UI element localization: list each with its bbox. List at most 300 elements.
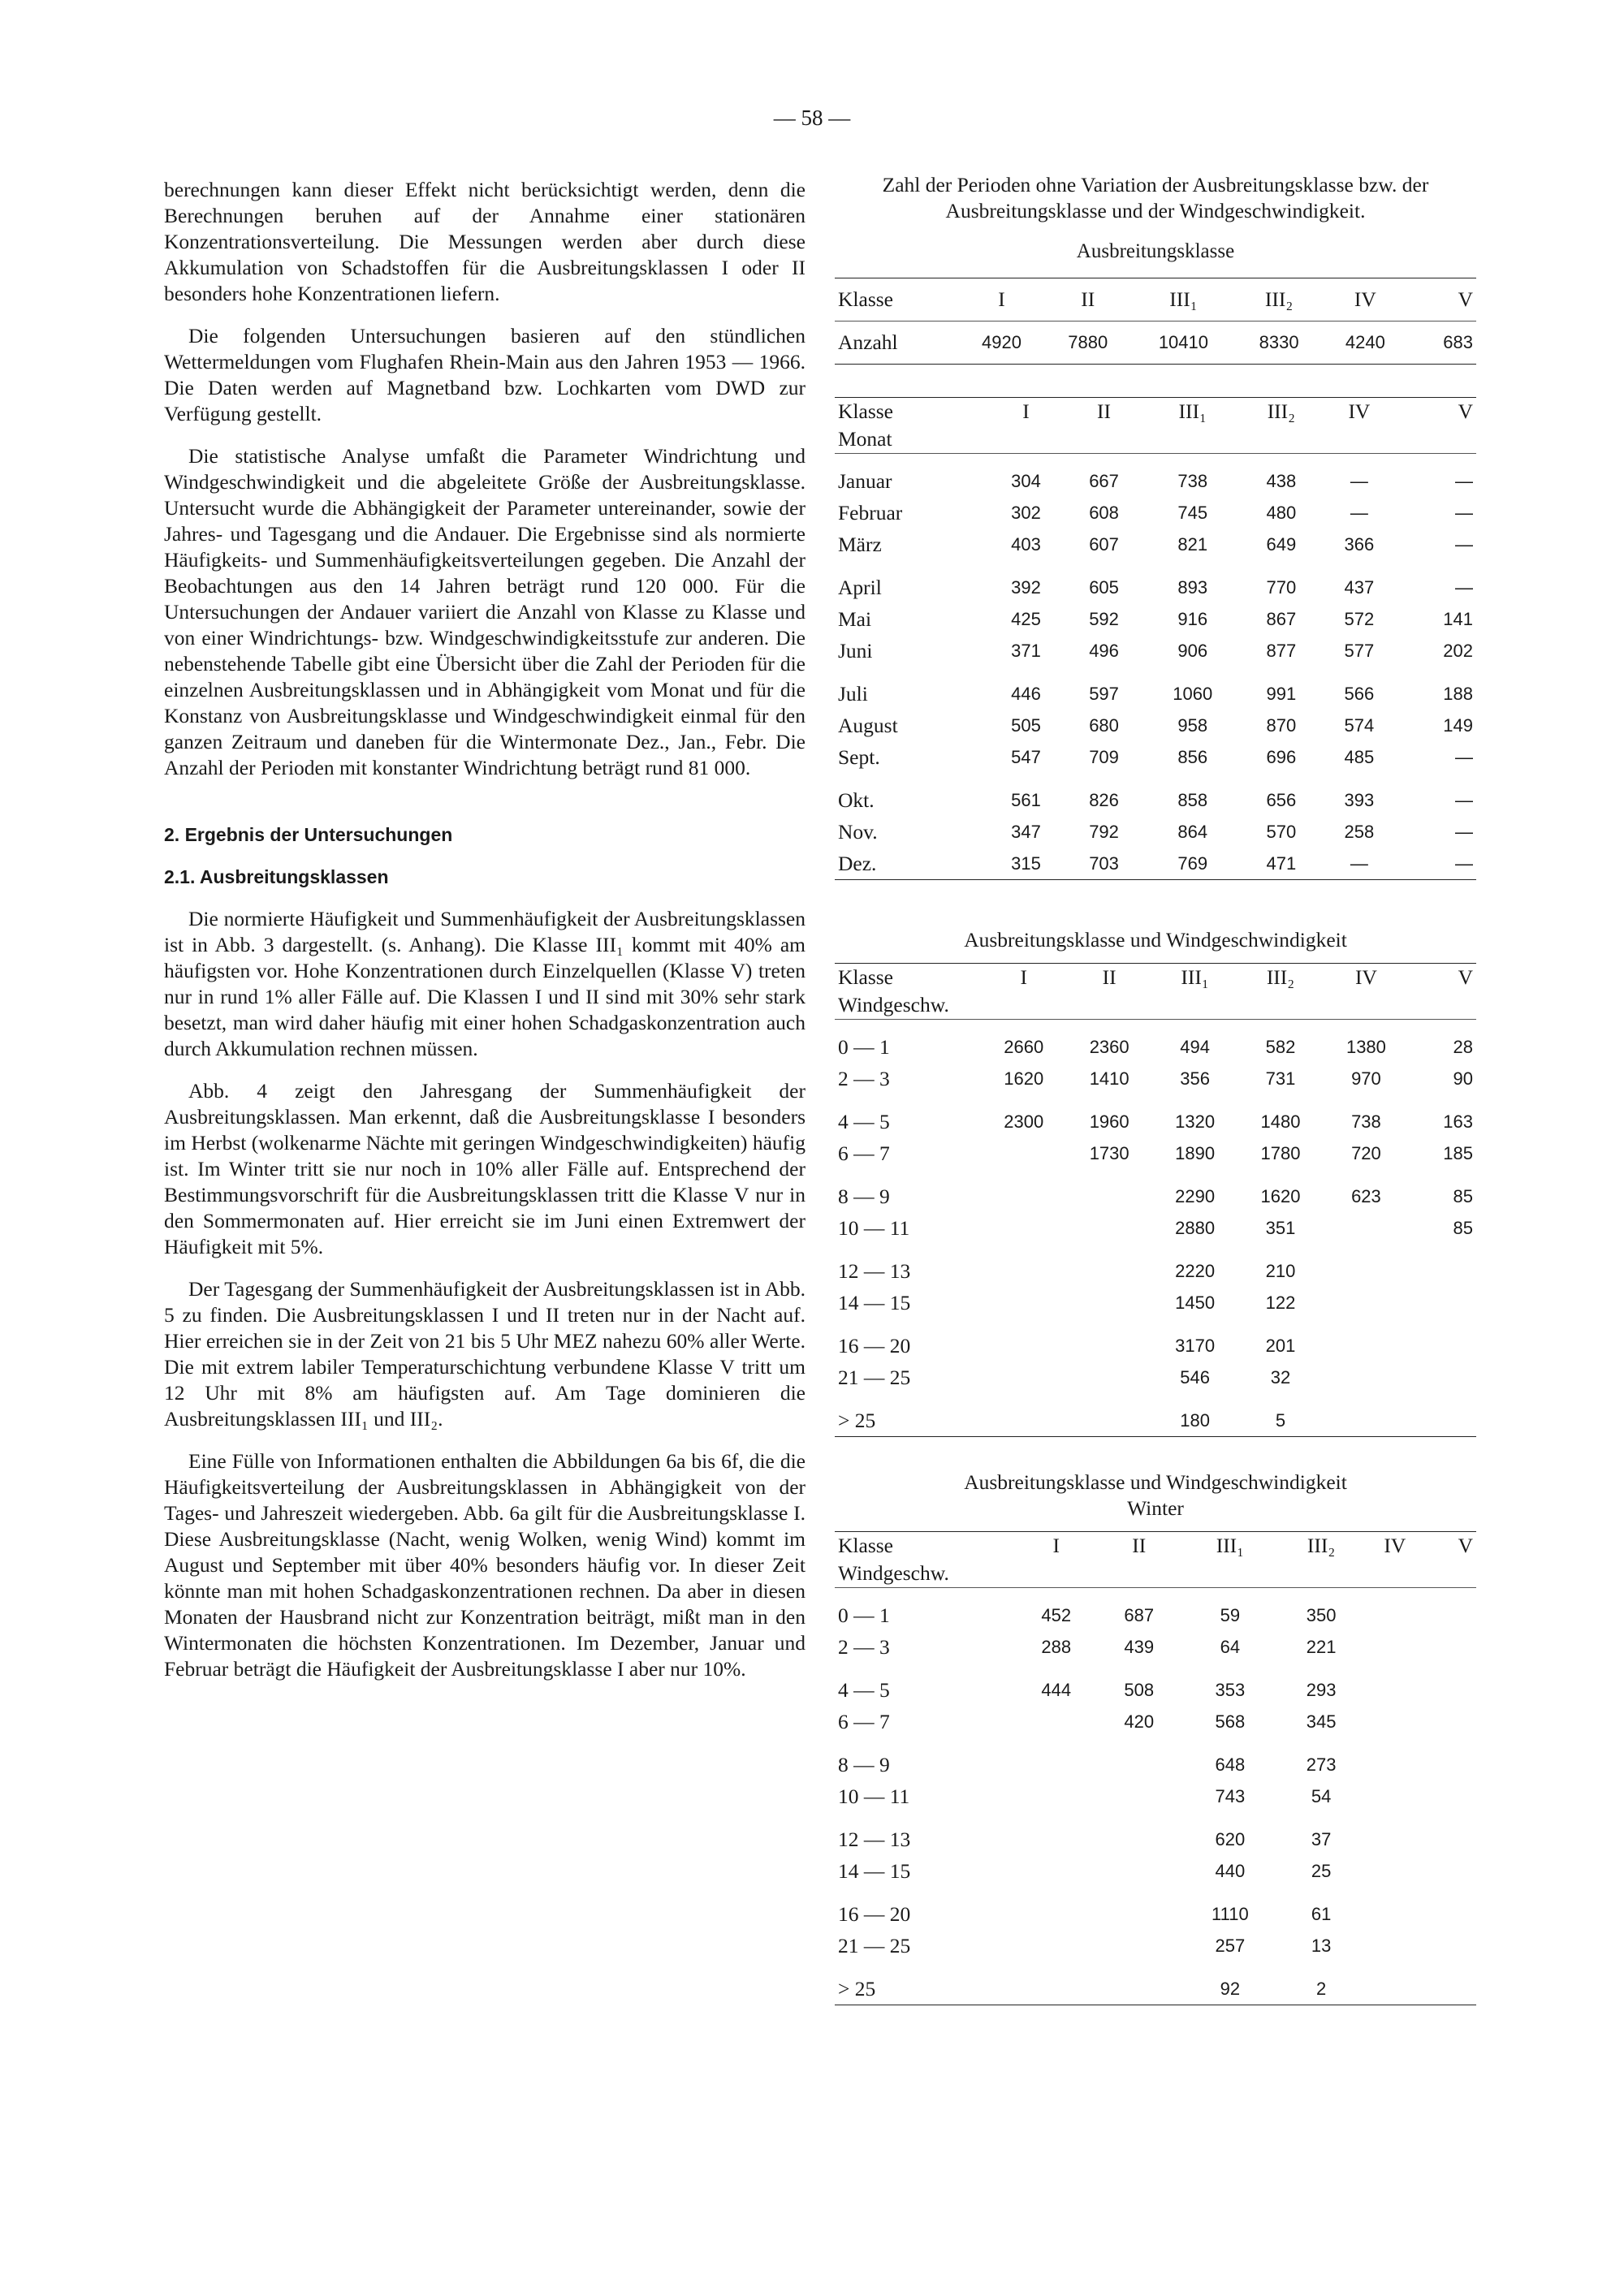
- cell: 1060: [1173, 683, 1213, 704]
- cell: [1363, 1663, 1427, 1706]
- cell: 8330: [1259, 332, 1299, 352]
- cell: 210: [1265, 1260, 1296, 1281]
- heading-classes: 2.1. Ausbreitungsklassen: [164, 866, 389, 887]
- table-row: [835, 816, 1476, 848]
- table-row: [835, 1663, 1476, 1706]
- cell: [1363, 1855, 1427, 1887]
- cell: 2880: [1175, 1217, 1216, 1238]
- cell: 683: [1443, 332, 1473, 352]
- cell: 864: [1177, 821, 1208, 842]
- header-class: I: [1020, 965, 1027, 989]
- row-label: 6 — 7: [838, 1141, 890, 1165]
- row-label: 0 — 1: [838, 1034, 890, 1059]
- cell: 4240: [1345, 332, 1385, 352]
- row-label: > 25: [838, 1976, 876, 2000]
- cell: 163: [1443, 1111, 1473, 1132]
- paragraph-4: Die normierte Häufigkeit und Summenhäufigkeit der Ausbreitungsklassen ist in Abb. 3 dargestellt. (s. Anhang). Die Klasse III₁ kommt mit 40% am häufigsten vor. Hohe Konzentrationen durch Einzelquellen (Klasse V) treten nur in rund 1% aller Fälle auf. Die Klassen I und II sind mit 30% sehr stark besetzt, man wird daher häufig mit einer hohen Schadgaskonzentration auch durch Akkumulation rechnen müssen.: [164, 907, 806, 1060]
- cell: 54: [1311, 1785, 1332, 1806]
- cell: 5: [1275, 1409, 1286, 1431]
- row-label: 21 — 25: [838, 1365, 911, 1389]
- cell: 505: [1011, 714, 1041, 736]
- cell: 605: [1089, 576, 1119, 598]
- cell: [981, 1212, 1066, 1244]
- cell: [1363, 1887, 1427, 1930]
- cell: 906: [1177, 640, 1208, 661]
- cell: 304: [1011, 470, 1041, 491]
- cell: 85: [1453, 1185, 1473, 1206]
- cell: 667: [1089, 470, 1119, 491]
- cell: 1110: [1212, 1903, 1249, 1924]
- table-row: [835, 1287, 1476, 1318]
- header-label: Klasse: [838, 1534, 893, 1557]
- cell: 608: [1089, 502, 1119, 523]
- table-wind-speed-winter: [835, 1531, 1476, 2005]
- row-label: August: [838, 713, 898, 737]
- cell: 25: [1311, 1860, 1332, 1881]
- cell: [1015, 1780, 1098, 1812]
- cell: [1066, 1362, 1151, 1393]
- cell: 122: [1265, 1292, 1296, 1313]
- table-row: [835, 1780, 1476, 1812]
- cell: [981, 1137, 1066, 1169]
- cell: [1409, 1393, 1476, 1437]
- cell: 202: [1443, 640, 1473, 661]
- cell: 561: [1011, 789, 1041, 810]
- table-row: [835, 1212, 1476, 1244]
- cell: —: [1350, 852, 1368, 874]
- row-label: Juni: [838, 638, 873, 662]
- cell: 592: [1089, 608, 1119, 629]
- table-row: [835, 1631, 1476, 1663]
- cell: 792: [1089, 821, 1119, 842]
- cell: 623: [1351, 1185, 1381, 1206]
- header-class: III₁: [1178, 399, 1207, 423]
- row-label: 21 — 25: [838, 1933, 911, 1957]
- cell: 703: [1089, 852, 1119, 874]
- row-label: 4 — 5: [838, 1677, 890, 1702]
- table-row: [835, 1706, 1476, 1737]
- cell: [1427, 1780, 1476, 1812]
- cell: [1066, 1287, 1151, 1318]
- row-label: Dez.: [838, 851, 877, 875]
- cell: 92: [1220, 1978, 1241, 1999]
- cell: 347: [1011, 821, 1041, 842]
- cell: 916: [1177, 608, 1208, 629]
- header-label-2: Windgeschw.: [838, 1561, 949, 1585]
- cell: 288: [1041, 1636, 1072, 1657]
- cell: [1015, 1962, 1098, 2005]
- row-label: 12 — 13: [838, 1827, 911, 1851]
- row-label: 12 — 13: [838, 1258, 911, 1283]
- header-class: IV: [1384, 1534, 1406, 1557]
- paragraph-7: Eine Fülle von Informationen enthalten die Abbildungen 6a bis 6f, die die Häufigkeitsverteilung der Ausbreitungsklassen in Abhängigkeit von der Tages- und Jahreszeit wiedergeben. Abb. 6a gilt für die Ausbreitungsklasse I. Diese Ausbreitungsklasse (Nacht, wenig Wolken, wenig Wind) kommt im August und September mit über 40% besonders häufig vor. In dieser Zeit könnte man mit hohen Schadgaskonzentrationen rechnen. Da aber in diesen Monaten der Hausbrand nicht zur Konzentration beiträgt, mißt man in den Wintermonaten die höchsten Konzentrationen. Im Dezember, Januar und Februar beträgt die Häufigkeit der Ausbreitungsklasse I aber nur 10%.: [164, 1449, 806, 1681]
- cell: [981, 1287, 1066, 1318]
- table-row: [835, 322, 1476, 365]
- cell: [1363, 1737, 1427, 1780]
- cell: 496: [1089, 640, 1119, 661]
- header-class: II: [1097, 399, 1112, 423]
- row-label: Januar: [838, 468, 892, 493]
- cell: 858: [1177, 789, 1208, 810]
- cell: —: [1455, 470, 1473, 491]
- cell: [1363, 1706, 1427, 1737]
- cell: 302: [1011, 502, 1041, 523]
- cell: [1363, 1930, 1427, 1962]
- cell: 393: [1344, 789, 1375, 810]
- cell: 439: [1124, 1636, 1155, 1657]
- header-class: V: [1458, 965, 1473, 989]
- cell: [981, 1318, 1066, 1362]
- header-label: Klasse: [838, 287, 893, 311]
- row-label: 10 — 11: [838, 1784, 910, 1808]
- left-column: [164, 177, 806, 1698]
- cell: 221: [1306, 1636, 1337, 1657]
- table-row: [835, 1137, 1476, 1169]
- cell: 485: [1344, 746, 1375, 767]
- cell: 85: [1453, 1217, 1473, 1238]
- table-row: [835, 1930, 1476, 1962]
- paragraph-1: berechnungen kann dieser Effekt nicht berücksichtigt werden, denn die Berechnungen beruhen auf der Annahme einer stationären Konzentrationsverteilung. Die Messungen werden aber durch diese Akkumulation von Schadstoffen für die Ausbreitungsklassen I oder II besonders hohe Konzentrationen liefern.: [164, 178, 806, 305]
- cell: 597: [1089, 683, 1119, 704]
- cell: —: [1350, 502, 1368, 523]
- row-label: Juli: [838, 681, 868, 706]
- table-header-row-2: [835, 991, 1476, 1020]
- row-label: Anzahl: [838, 330, 898, 354]
- cell: [1015, 1706, 1098, 1737]
- cell: 438: [1266, 470, 1297, 491]
- row-label: 16 — 20: [838, 1333, 911, 1357]
- cell: [1363, 1631, 1427, 1663]
- row-label: 2 — 3: [838, 1634, 890, 1659]
- cell: 620: [1215, 1828, 1246, 1849]
- cell: 3170: [1175, 1335, 1216, 1356]
- cell: —: [1350, 470, 1368, 491]
- row-label: 2 — 3: [838, 1066, 890, 1090]
- table-header-row: [835, 278, 1476, 322]
- cell: 1620: [1004, 1068, 1044, 1089]
- table-row: [835, 1020, 1476, 1064]
- table-header-row-2: [835, 425, 1476, 454]
- cell: —: [1455, 852, 1473, 874]
- cell: [1098, 1930, 1181, 1962]
- header-class: III₁: [1169, 287, 1198, 311]
- cell: 856: [1177, 746, 1208, 767]
- cell: [1324, 1287, 1409, 1318]
- table-header-row: [835, 964, 1476, 992]
- table-header-row: [835, 1532, 1476, 1560]
- cell: 821: [1177, 533, 1208, 555]
- paragraph-5: Abb. 4 zeigt den Jahresgang der Summenhäufigkeit der Ausbreitungsklassen. Man erkennt, daß die Ausbreitungsklasse I besonders im Herbst (wolkenarme Nächte mit geringen Windgeschwindigkeiten) häufig ist. Im Winter tritt sie nur noch in 10% aller Fälle auf. Entsprechend der Bestimmungsvorschrift für die Ausbreitungsklassen tritt die Klasse V nur in den Sommermonaten auf. Hier erreicht sie im Juni einen Extremwert der Häufigkeit mit 5%.: [164, 1079, 806, 1258]
- cell: 425: [1011, 608, 1041, 629]
- table-row: [835, 1812, 1476, 1855]
- cell: —: [1455, 533, 1473, 555]
- cell: 745: [1177, 502, 1208, 523]
- cell: [1066, 1212, 1151, 1244]
- cell: [1363, 1588, 1427, 1632]
- cell: 1960: [1089, 1111, 1129, 1132]
- cell: 648: [1215, 1754, 1246, 1775]
- cell: 32: [1270, 1366, 1291, 1388]
- cell: —: [1455, 746, 1473, 767]
- header-class: III₂: [1267, 399, 1296, 423]
- table-row: [835, 1063, 1476, 1094]
- row-label: April: [838, 575, 882, 599]
- table-monthly: [835, 397, 1476, 880]
- table-row: [835, 635, 1476, 667]
- cell: 13: [1311, 1935, 1332, 1956]
- cell: [1427, 1706, 1476, 1737]
- row-label: 16 — 20: [838, 1901, 911, 1926]
- table-row: [835, 667, 1476, 710]
- table-caption-main: Zahl der Perioden ohne Variation der Ausbreitungsklasse bzw. der Ausbreitungsklasse und der Windgeschwindigkeit.: [882, 173, 1429, 222]
- right-column: [835, 172, 1476, 2005]
- cell: 446: [1011, 683, 1041, 704]
- cell: 10410: [1158, 332, 1208, 352]
- cell: [981, 1169, 1066, 1212]
- cell: 870: [1266, 714, 1297, 736]
- table-row: [835, 848, 1476, 880]
- cell: 958: [1177, 714, 1208, 736]
- header-class: V: [1458, 1534, 1473, 1557]
- cell: [1427, 1812, 1476, 1855]
- row-label: Sept.: [838, 744, 880, 769]
- header-class: III₁: [1181, 965, 1209, 989]
- cell: 738: [1351, 1111, 1381, 1132]
- cell: 570: [1266, 821, 1297, 842]
- cell: 577: [1344, 640, 1375, 661]
- table1-caption: Ausbreitungsklasse: [1076, 240, 1235, 262]
- cell: [1098, 1962, 1181, 2005]
- cell: [1015, 1812, 1098, 1855]
- cell: [1409, 1244, 1476, 1287]
- cell: 353: [1215, 1679, 1246, 1700]
- cell: [1427, 1631, 1476, 1663]
- cell: 656: [1266, 789, 1297, 810]
- cell: 649: [1266, 533, 1297, 555]
- cell: 877: [1266, 640, 1297, 661]
- table-row: [835, 1169, 1476, 1212]
- cell: [1098, 1887, 1181, 1930]
- cell: 4920: [981, 332, 1021, 352]
- paragraph-2: Die folgenden Untersuchungen basieren auf den stündlichen Wettermeldungen vom Flughafen Rhein-Main aus den Jahren 1953 — 1966. Die Daten werden auf Magnetband bzw. Lochkarten vom DWD zur Verfügung gestellt.: [164, 324, 806, 425]
- table-row: [835, 497, 1476, 529]
- cell: 480: [1266, 502, 1297, 523]
- cell: 566: [1344, 683, 1375, 704]
- cell: 738: [1177, 470, 1208, 491]
- table-header-row: [835, 398, 1476, 426]
- cell: 607: [1089, 533, 1119, 555]
- row-label: 14 — 15: [838, 1290, 911, 1314]
- cell: [1363, 1812, 1427, 1855]
- cell: 1410: [1089, 1068, 1129, 1089]
- table-row: [835, 1362, 1476, 1393]
- cell: 568: [1215, 1711, 1246, 1732]
- cell: 2660: [1004, 1036, 1044, 1057]
- cell: [1066, 1244, 1151, 1287]
- cell: 970: [1351, 1068, 1381, 1089]
- cell: 37: [1311, 1828, 1332, 1849]
- cell: [1427, 1887, 1476, 1930]
- cell: [1427, 1855, 1476, 1887]
- cell: [1363, 1780, 1427, 1812]
- cell: 1320: [1175, 1111, 1216, 1132]
- table-row: [835, 741, 1476, 773]
- row-label: 6 — 7: [838, 1709, 890, 1733]
- cell: [1427, 1588, 1476, 1632]
- header-class: IV: [1348, 399, 1371, 423]
- table-row: [835, 1737, 1476, 1780]
- cell: 770: [1266, 576, 1297, 598]
- table-row: [835, 1318, 1476, 1362]
- header-class: III₂: [1264, 287, 1294, 311]
- cell: 508: [1124, 1679, 1155, 1700]
- cell: 437: [1344, 576, 1375, 598]
- cell: 471: [1266, 852, 1297, 874]
- table4-caption-line2: Winter: [1127, 1496, 1184, 1520]
- cell: 991: [1266, 683, 1297, 704]
- cell: 64: [1220, 1636, 1241, 1657]
- cell: [1098, 1812, 1181, 1855]
- cell: 420: [1124, 1711, 1155, 1732]
- header-class: I: [1052, 1534, 1060, 1557]
- cell: [981, 1393, 1066, 1437]
- cell: 61: [1311, 1903, 1332, 1924]
- header-class: III₂: [1266, 965, 1295, 989]
- table4-caption-line1: Ausbreitungsklasse und Windgeschwindigkeit: [964, 1470, 1347, 1494]
- cell: 731: [1265, 1068, 1296, 1089]
- cell: [1427, 1663, 1476, 1706]
- cell: 867: [1266, 608, 1297, 629]
- heading-results: 2. Ergebnis der Untersuchungen: [164, 824, 453, 845]
- table-row: [835, 710, 1476, 741]
- cell: 582: [1265, 1036, 1296, 1057]
- cell: [1427, 1962, 1476, 2005]
- cell: 743: [1215, 1785, 1246, 1806]
- cell: [1015, 1887, 1098, 1930]
- cell: 28: [1453, 1036, 1473, 1057]
- cell: 687: [1124, 1604, 1155, 1625]
- cell: 366: [1344, 533, 1375, 555]
- cell: [981, 1244, 1066, 1287]
- header-label-2: Windgeschw.: [838, 993, 949, 1016]
- row-label: > 25: [838, 1408, 876, 1432]
- cell: [1015, 1737, 1098, 1780]
- header-class: III₂: [1307, 1534, 1336, 1557]
- cell: [981, 1362, 1066, 1393]
- row-label: 8 — 9: [838, 1752, 890, 1776]
- table-row: [835, 1244, 1476, 1287]
- table-row: [835, 1855, 1476, 1887]
- cell: [1066, 1169, 1151, 1212]
- cell: [1324, 1244, 1409, 1287]
- cell: [1015, 1855, 1098, 1887]
- header-label-2: Monat: [838, 427, 892, 451]
- table-wind-speed: [835, 963, 1476, 1437]
- cell: 1620: [1260, 1185, 1301, 1206]
- cell: 201: [1265, 1335, 1296, 1356]
- cell: [1409, 1318, 1476, 1362]
- row-label: 0 — 1: [838, 1603, 890, 1627]
- cell: [1324, 1362, 1409, 1393]
- page-number: — 58 —: [773, 106, 851, 130]
- cell: 893: [1177, 576, 1208, 598]
- row-label: Mai: [838, 606, 872, 631]
- cell: 769: [1177, 852, 1208, 874]
- cell: 185: [1443, 1142, 1473, 1163]
- cell: 2360: [1089, 1036, 1129, 1057]
- cell: [1363, 1962, 1427, 2005]
- table-row: [835, 529, 1476, 560]
- cell: [1098, 1780, 1181, 1812]
- cell: 709: [1089, 746, 1119, 767]
- cell: [1098, 1737, 1181, 1780]
- cell: 90: [1453, 1068, 1473, 1089]
- cell: 696: [1266, 746, 1297, 767]
- cell: [1324, 1393, 1409, 1437]
- cell: 2290: [1175, 1185, 1216, 1206]
- table-row: [835, 773, 1476, 816]
- cell: 1380: [1345, 1036, 1386, 1057]
- cell: [1324, 1318, 1409, 1362]
- header-label: Klasse: [838, 965, 893, 989]
- cell: —: [1455, 502, 1473, 523]
- cell: 2300: [1004, 1111, 1044, 1132]
- cell: 546: [1180, 1366, 1210, 1388]
- cell: 392: [1011, 576, 1041, 598]
- cell: 1780: [1260, 1142, 1301, 1163]
- cell: 273: [1306, 1754, 1337, 1775]
- cell: 720: [1351, 1142, 1381, 1163]
- cell: [1427, 1930, 1476, 1962]
- table-header-row-2: [835, 1560, 1476, 1588]
- paragraph-3: Die statistische Analyse umfaßt die Parameter Windrichtung und Windgeschwindigkeit und die abgeleitete Größe der Ausbreitungsklasse. Untersucht wurde die Abhängigkeit der Parameter untereinander, sowie der Jahres- und Tagesgang und die Andauer. Die Ergebnisse sind als normierte Häufigkeits- und Summenhäufigkeitsverteilungen gegeben. Die Anzahl der Beobachtungen aus den 14 Jahren beträgt rund 120 000. Für die Untersuchungen der Andauer variiert die Anzahl von Klasse zu Klasse und von einer Windrichtungs- bzw. Windgeschwindigkeitsstufe zur anderen. Die nebenstehende Tabelle gibt eine Übersicht über die Zahl der Perioden für die einzelnen Ausbreitungsklassen und in Abhängigkeit vom Monat und für die Konstanz von Ausbreitungsklasse und Windgeschwindigkeit einmal für den ganzen Zeitraum und daneben für die Wintermonate Dez., Jan., Febr. Die Anzahl der Perioden mit konstanter Windrichtung beträgt rund 81 000.: [164, 444, 806, 779]
- table3-caption: Ausbreitungsklasse und Windgeschwindigkeit: [964, 928, 1347, 952]
- table-row: [835, 560, 1476, 603]
- cell: 258: [1344, 821, 1375, 842]
- cell: 188: [1443, 683, 1473, 704]
- header-class: V: [1458, 287, 1473, 311]
- header-class: II: [1102, 965, 1116, 989]
- cell: 180: [1180, 1409, 1210, 1431]
- cell: 1730: [1089, 1142, 1129, 1163]
- cell: 257: [1215, 1935, 1246, 1956]
- header-class: II: [1081, 287, 1095, 311]
- header-class: IV: [1354, 965, 1377, 989]
- row-label: 10 — 11: [838, 1215, 910, 1240]
- cell: [1066, 1393, 1151, 1437]
- cell: 1890: [1175, 1142, 1216, 1163]
- cell: 680: [1089, 714, 1119, 736]
- cell: 1480: [1260, 1111, 1301, 1132]
- paragraph-6: Der Tagesgang der Summenhäufigkeit der Ausbreitungsklassen ist in Abb. 5 zu finden. Die Ausbreitungsklassen I und II treten nur in der Nacht auf. Hier erreichen sie in der Zeit von 21 bis 5 Uhr MEZ nahezu 60% aller Werte. Die mit extrem labiler Temperaturschichtung verbundene Klasse V tritt um 12 Uhr mit 8% am häufigsten auf. Am Tage dominieren die Ausbreitungsklassen III₁ und III₂.: [164, 1277, 806, 1431]
- cell: —: [1455, 576, 1473, 598]
- cell: [1098, 1855, 1181, 1887]
- cell: 7880: [1068, 332, 1108, 352]
- cell: 345: [1306, 1711, 1337, 1732]
- row-label: März: [838, 532, 882, 556]
- table-class-totals: [835, 278, 1476, 365]
- table-row: [835, 454, 1476, 498]
- header-label: Klasse: [838, 399, 893, 423]
- cell: 141: [1443, 608, 1473, 629]
- cell: 494: [1180, 1036, 1210, 1057]
- cell: —: [1455, 789, 1473, 810]
- cell: [1409, 1287, 1476, 1318]
- cell: 149: [1443, 714, 1473, 736]
- cell: 59: [1220, 1604, 1241, 1625]
- cell: 351: [1265, 1217, 1296, 1238]
- table-row: [835, 1962, 1476, 2005]
